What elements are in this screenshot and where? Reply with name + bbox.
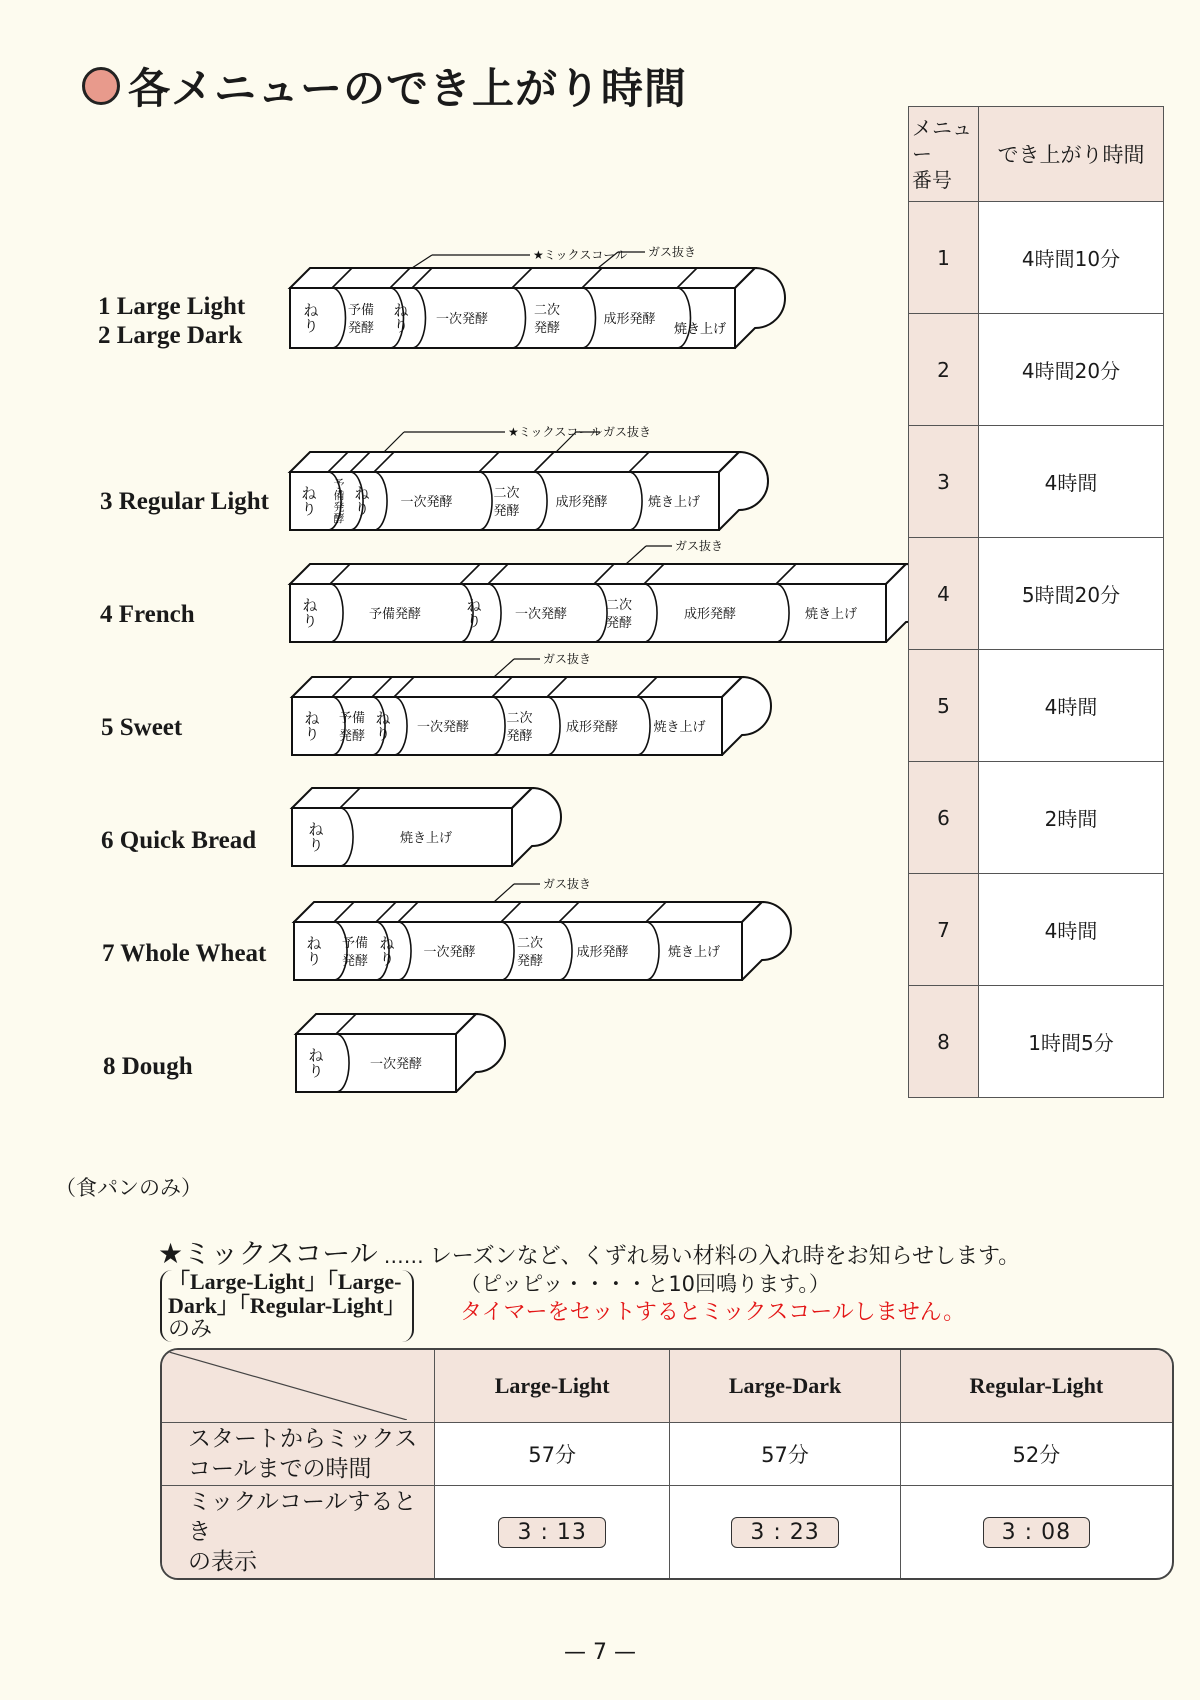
step-label: 焼き上げ (653, 720, 706, 735)
completion-time-table (908, 106, 1164, 1098)
lcd-display: 3 : 23 (731, 1517, 838, 1548)
table-corner-cell (162, 1350, 435, 1423)
step-label: 備 (333, 489, 345, 503)
table-row (909, 314, 1164, 426)
bar-top-face (290, 452, 739, 472)
menu-label-3: 3 Regular Light (100, 488, 269, 515)
step-label: り (466, 612, 482, 631)
gas-callout-label: ガス抜き (543, 652, 592, 666)
row-time: 4時間 (979, 650, 1164, 762)
step-label: 発酵 (533, 321, 561, 336)
menu-label-5: 5 Sweet (101, 714, 183, 741)
gas-callout-leader (494, 884, 514, 902)
bar-top-face (292, 788, 532, 808)
step-label: ね (308, 820, 324, 839)
mix-callout-leader (412, 255, 432, 268)
step-label: 二次 (493, 486, 520, 501)
step-label: 二次 (533, 303, 561, 318)
bar-front-face (290, 288, 735, 348)
table-row (909, 426, 1164, 538)
row2-label-l2: の表示 (188, 1549, 257, 1575)
header-menu-number-l2: 番号 (912, 168, 952, 192)
step-label: 予備 (338, 711, 366, 726)
step-label: 発酵 (605, 616, 633, 631)
step-label: 成形発酵 (555, 495, 608, 510)
step-label: ね (375, 709, 391, 728)
bar-top-face (292, 677, 742, 697)
step-label: ね (354, 484, 370, 503)
table-row (909, 538, 1164, 650)
row-num: 1 (909, 202, 979, 314)
step-label: 一次発酵 (435, 312, 489, 327)
step-label: 焼き上げ (647, 495, 701, 510)
step-label: 成形発酵 (565, 720, 619, 735)
step-label: 一次発酵 (514, 607, 568, 622)
step-label: ね (303, 301, 319, 320)
mix-callout-label: ★ミックスコール (533, 248, 628, 262)
step-label: 予 (333, 477, 345, 491)
step-label: 成形発酵 (683, 607, 737, 622)
mixcall-description: レーズンなど、くずれ易い材料の入れ時をお知らせします。 (429, 1244, 1021, 1269)
bread-only-note: （食パンのみ） (55, 1176, 202, 1200)
step-label: り (303, 317, 319, 336)
col-header-large-light: Large-Light (435, 1350, 670, 1423)
mixcall-title: ★ミックスコール (158, 1237, 378, 1270)
step-label: 一次発酵 (423, 945, 476, 960)
gas-callout-leader (626, 546, 646, 564)
mixcall-warning: タイマーをセットするとミックスコールしません。 (460, 1300, 966, 1325)
row-header-display (162, 1486, 435, 1579)
row-num: 5 (909, 650, 979, 762)
row-time: 5時間20分 (979, 538, 1164, 650)
table-row (909, 986, 1164, 1098)
step-label: 二次 (516, 936, 544, 951)
page-number: — 7 — (564, 1640, 636, 1665)
step-label: ね (302, 596, 318, 615)
step-label: ね (304, 709, 320, 728)
step-label: 発酵 (516, 954, 544, 969)
step-label: 焼き上げ (804, 607, 858, 622)
gas-callout-label: ガス抜き (675, 539, 724, 553)
mix-callout-label: ★ミックスコール (508, 425, 603, 439)
row-num: 6 (909, 762, 979, 874)
mixcall-only-l2: Dark」「Regular-Light」 (168, 1293, 406, 1318)
row1-label-l2: コールまでの時間 (188, 1456, 372, 1482)
cell-display (900, 1486, 1172, 1579)
mixcall-only-l1: 「Large-Light」「Large- (168, 1269, 402, 1294)
row-time: 4時間20分 (979, 314, 1164, 426)
row-time: 2時間 (979, 762, 1164, 874)
cell-display (670, 1486, 900, 1579)
menu-label-7: 7 Whole Wheat (102, 940, 267, 967)
step-label: り (304, 725, 320, 744)
step-label: り (379, 950, 395, 969)
step-label: 発酵 (341, 954, 369, 969)
table-row (909, 874, 1164, 986)
step-label: ね (308, 1046, 324, 1065)
lcd-display: 3 : 08 (983, 1517, 1090, 1548)
row-header-time-to-mixcall (162, 1423, 435, 1486)
step-label: り (375, 725, 391, 744)
mixcall-only-l3: のみ (168, 1317, 213, 1342)
step-label: 二次 (506, 711, 533, 726)
step-label: 一次発酵 (416, 720, 470, 735)
step-label: 一次発酵 (369, 1057, 423, 1072)
menu-label-6: 6 Quick Bread (101, 827, 257, 854)
row-num: 7 (909, 874, 979, 986)
row-time: 1時間5分 (979, 986, 1164, 1098)
step-label: り (308, 836, 324, 855)
step-label: 発酵 (338, 729, 366, 744)
mixcall-beep-note: （ピッピッ・・・・と10回鳴ります。） (460, 1272, 830, 1296)
menu-label-1-text: 1 Large Light (98, 293, 246, 320)
header-completion-time: でき上がり時間 (979, 107, 1164, 202)
gas-callout-label: ガス抜き (603, 425, 652, 439)
step-label: 予備発酵 (368, 607, 422, 622)
cell-time: 52分 (900, 1423, 1172, 1486)
mixcall-applicable-menus (160, 1270, 414, 1342)
step-label: り (393, 317, 409, 336)
menu-label-2-text: 2 Large Dark (98, 322, 243, 349)
step-label: ね (306, 934, 322, 953)
step-label: 発酵 (506, 729, 533, 744)
row1-label-l1: スタートからミックス (188, 1426, 418, 1452)
step-label: 酵 (333, 512, 345, 526)
bar-top-face (294, 902, 762, 922)
diagonal-line-icon (162, 1350, 407, 1420)
step-label: 予備 (341, 936, 369, 951)
header-menu-number (909, 107, 979, 202)
step-label: 発酵 (493, 504, 520, 519)
step-label: り (302, 612, 318, 631)
row-time: 4時間 (979, 426, 1164, 538)
bar-end-face (456, 1014, 505, 1092)
step-label: 発 (333, 500, 345, 514)
step-label: 焼き上げ (399, 831, 453, 846)
mix-callout-leader (384, 432, 404, 452)
gas-callout-leader (494, 659, 514, 677)
gas-callout-label: ガス抜き (648, 245, 697, 259)
step-label: 焼き上げ (667, 945, 721, 960)
mixcall-table (160, 1348, 1174, 1580)
step-label: ね (301, 484, 317, 503)
bar-top-face (296, 1014, 476, 1034)
step-label: り (301, 500, 317, 519)
bar-end-face (512, 788, 561, 866)
row2-label-l1: ミックルコールするとき (188, 1489, 417, 1545)
lcd-display: 3 : 13 (498, 1517, 605, 1548)
step-label: 焼き上げ (673, 322, 727, 337)
bar-end-face (719, 452, 768, 530)
row-time: 4時間 (979, 874, 1164, 986)
step-label: 発酵 (347, 321, 375, 336)
col-header-large-dark: Large-Dark (670, 1350, 900, 1423)
bar-end-face (742, 902, 791, 980)
step-label: 一次発酵 (400, 495, 453, 510)
cell-time: 57分 (670, 1423, 900, 1486)
step-label: 成形発酵 (576, 945, 629, 960)
page-title-text: 各メニューのでき上がり時間 (128, 64, 688, 113)
row-num: 8 (909, 986, 979, 1098)
step-label: ね (379, 934, 395, 953)
step-label: 成形発酵 (603, 312, 656, 327)
bar-end-face (722, 677, 771, 755)
cell-time: 57分 (435, 1423, 670, 1486)
step-label: り (308, 1062, 324, 1081)
menu-label-4: 4 French (100, 601, 195, 628)
row-time: 4時間10分 (979, 202, 1164, 314)
step-label: り (306, 950, 322, 969)
cell-display (435, 1486, 670, 1579)
step-label: 予備 (347, 303, 375, 318)
row-num: 4 (909, 538, 979, 650)
table-row (909, 650, 1164, 762)
row-num: 2 (909, 314, 979, 426)
header-menu-number-l1: メニュー (912, 116, 972, 166)
step-label: ね (393, 301, 409, 320)
col-header-regular-light: Regular-Light (900, 1350, 1172, 1423)
bar-end-face (735, 268, 785, 348)
mixcall-dots: …… (383, 1244, 424, 1268)
row-num: 3 (909, 426, 979, 538)
step-label: 二次 (605, 598, 633, 613)
mixcall-heading (158, 1232, 1020, 1272)
step-label: り (354, 500, 370, 519)
menu-label-8: 8 Dough (103, 1053, 193, 1080)
step-label: ね (466, 596, 482, 615)
gas-callout-label: ガス抜き (543, 877, 592, 891)
table-row (909, 202, 1164, 314)
table-row (909, 762, 1164, 874)
